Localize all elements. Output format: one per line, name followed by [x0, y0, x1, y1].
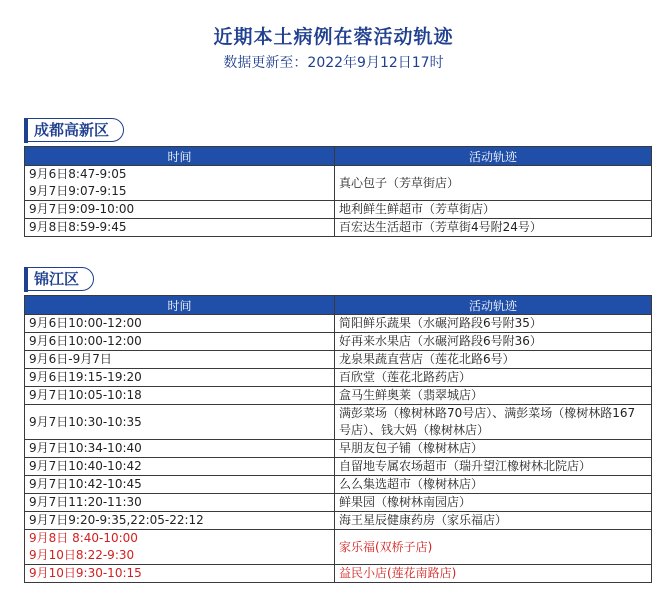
- time-cell: [25, 512, 335, 530]
- place-cell: 好再来水果店（水碾河路段6号附36）: [335, 333, 652, 351]
- time-text: 9月7日11:20-11:30: [29, 495, 142, 509]
- place-cell: 百宏达生活超市（芳草街4号附24号）: [335, 219, 652, 237]
- time-text: 9月7日10:42-10:45: [29, 477, 142, 491]
- place-cell: 百欣堂（莲花北路药店）: [335, 369, 652, 387]
- time-cell: [25, 351, 335, 369]
- time-text: 9月8日8:59-9:45: [29, 220, 127, 234]
- time-cell: [25, 333, 335, 351]
- table-row: [25, 369, 652, 387]
- time-text: 9月7日9:09-10:00: [29, 202, 135, 216]
- place-cell: 家乐福(双桥子店): [335, 530, 652, 565]
- table-row: [25, 476, 652, 494]
- time-cell: [25, 219, 335, 237]
- table-row: [25, 512, 652, 530]
- time-cell: [25, 530, 335, 565]
- time-text: 9月6日10:00-12:00: [29, 334, 142, 348]
- page-title: 近期本土病例在蓉活动轨迹: [213, 26, 454, 48]
- time-cell: [25, 476, 335, 494]
- time-text: 9月8日 8:40-10:00: [29, 531, 138, 545]
- time-cell: [25, 405, 335, 440]
- table-row: [25, 565, 652, 583]
- table-row: [25, 440, 652, 458]
- time-text: 9月6日8:47-9:05: [29, 167, 127, 181]
- column-header-time: 时间: [25, 296, 335, 315]
- place-cell: 龙泉果蔬直营店（莲花北路6号）: [335, 351, 652, 369]
- page-subtitle: 数据更新至：2022年9月12日17时: [223, 55, 444, 71]
- time-cell: [25, 369, 335, 387]
- place-cell: 盒马生鲜奥莱（翡翠城店）: [335, 387, 652, 405]
- place-cell: 自留地专属农场超市（瑞升望江橡树林北院店）: [335, 458, 652, 476]
- place-cell: 鲜果园（橡树林南园店）: [335, 494, 652, 512]
- section-tag-gaoxin: 成都高新区: [24, 118, 124, 142]
- column-header-track: 活动轨迹: [335, 147, 652, 166]
- column-header-track: 活动轨迹: [335, 296, 652, 315]
- column-header-time: 时间: [25, 147, 335, 166]
- place-cell: 满彭菜场（橡树林路70号店）、满彭菜场（橡树林路167号店）、钱大妈（橡树林店）: [335, 405, 652, 440]
- place-cell: 益民小店(莲花南路店): [335, 565, 652, 583]
- time-text: 9月7日10:34-10:40: [29, 441, 142, 455]
- time-cell: [25, 494, 335, 512]
- place-cell: 海王星辰健康药房（家乐福店）: [335, 512, 652, 530]
- time-text: 9月7日9:20-9:35,22:05-22:12: [29, 513, 204, 527]
- time-cell: [25, 201, 335, 219]
- table-jinjiang: [24, 295, 652, 583]
- section-tag-jinjiang: 锦江区: [24, 267, 94, 291]
- time-cell: [25, 387, 335, 405]
- time-cell: [25, 440, 335, 458]
- time-text: 9月7日10:40-10:42: [29, 459, 142, 473]
- table-row: [25, 458, 652, 476]
- table-row: [25, 201, 652, 219]
- time-cell: [25, 315, 335, 333]
- time-text: 9月6日19:15-19:20: [29, 370, 142, 384]
- place-cell: 简阳鲜乐蔬果（水碾河路段6号附35）: [335, 315, 652, 333]
- table-row: [25, 405, 652, 440]
- time-text: 9月6日-9月7日: [29, 352, 112, 366]
- time-text: 9月7日9:07-9:15: [29, 184, 127, 198]
- time-cell: [25, 166, 335, 201]
- table-row: [25, 530, 652, 565]
- table-row: [25, 333, 652, 351]
- place-cell: 真心包子（芳草街店）: [335, 166, 652, 201]
- time-text: 9月7日10:05-10:18: [29, 388, 142, 402]
- place-cell: 地利鲜生鲜超市（芳草街店）: [335, 201, 652, 219]
- table-gaoxin: [24, 146, 652, 237]
- table-row: [25, 351, 652, 369]
- time-cell: [25, 565, 335, 583]
- place-cell: 早朋友包子铺（橡树林店）: [335, 440, 652, 458]
- table-row: [25, 166, 652, 201]
- table-row: [25, 494, 652, 512]
- time-text: 9月6日10:00-12:00: [29, 316, 142, 330]
- time-text: 9月10日9:30-10:15: [29, 566, 142, 580]
- time-cell: [25, 458, 335, 476]
- table-row: [25, 219, 652, 237]
- table-row: [25, 315, 652, 333]
- place-cell: 么么集选超市（橡树林店）: [335, 476, 652, 494]
- time-text: 9月10日8:22-9:30: [29, 548, 135, 562]
- time-text: 9月7日10:30-10:35: [29, 414, 142, 429]
- table-row: [25, 387, 652, 405]
